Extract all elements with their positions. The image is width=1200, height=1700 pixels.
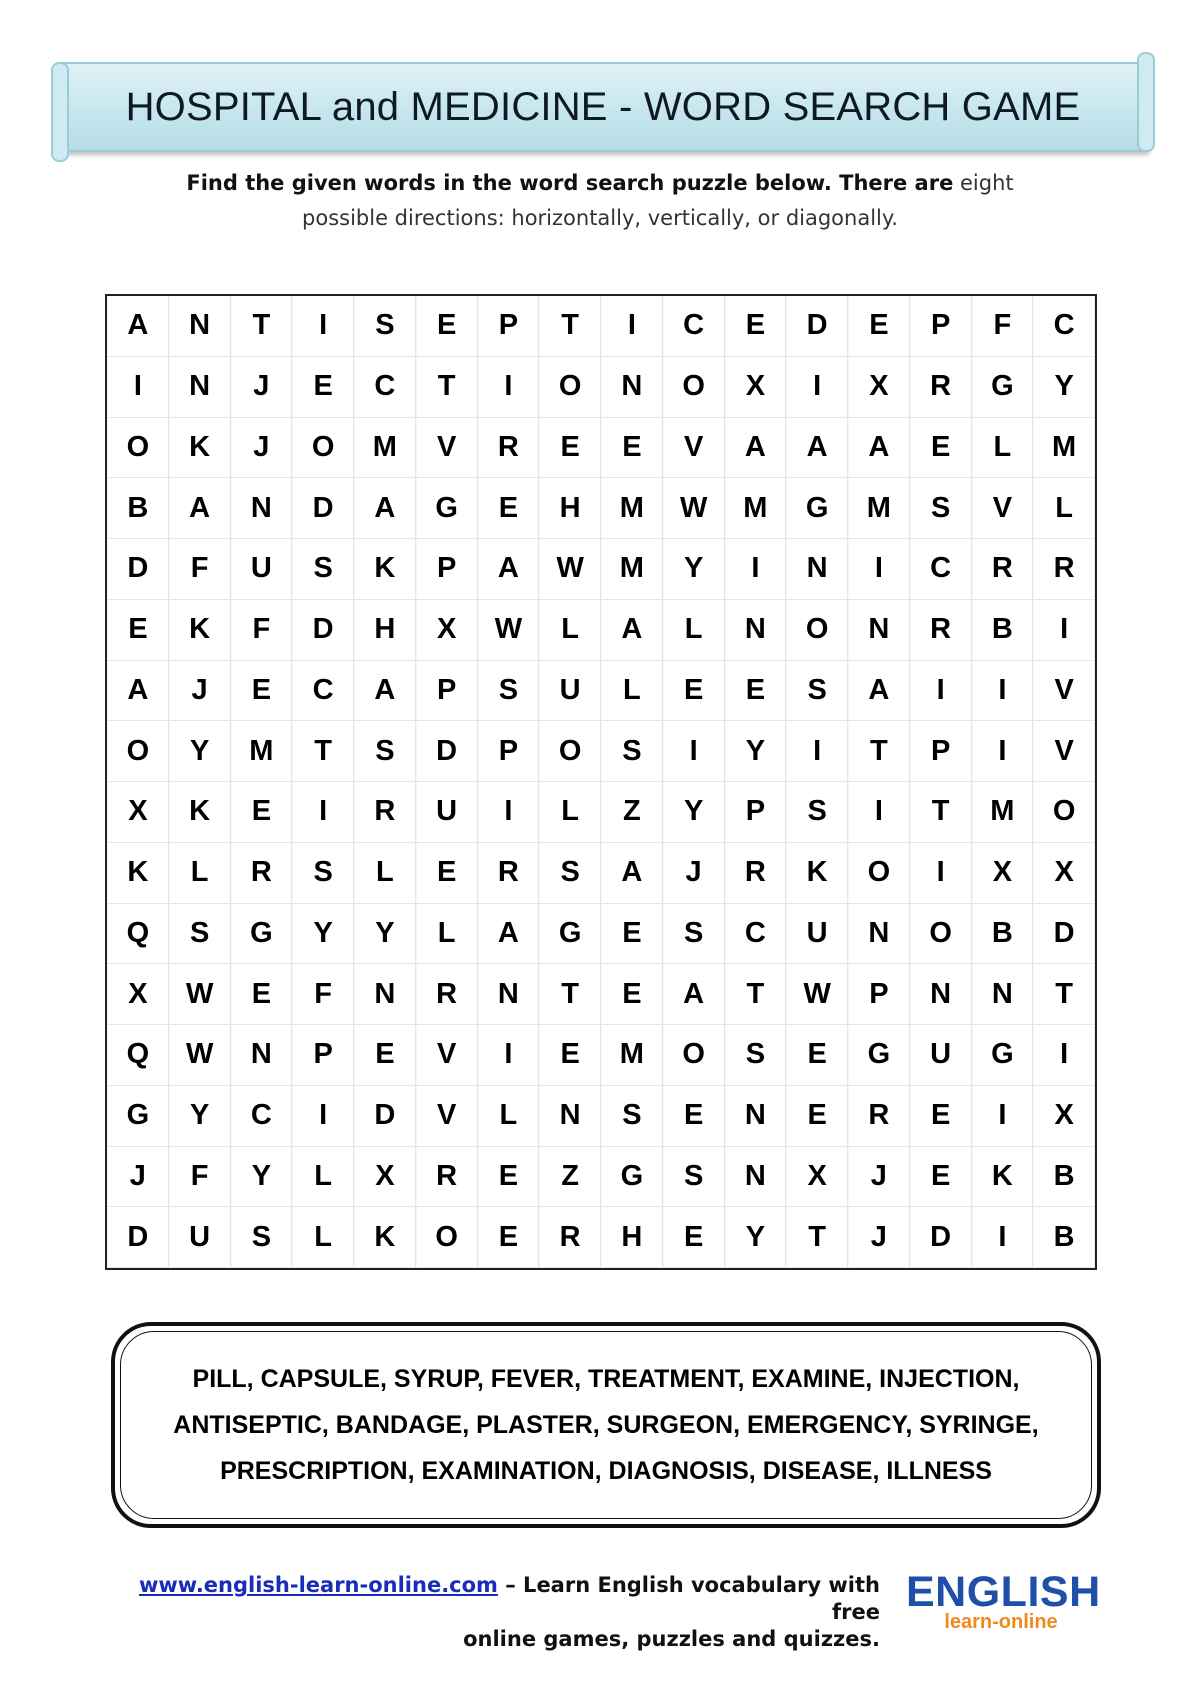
grid-cell[interactable]: I <box>910 661 972 722</box>
grid-cell[interactable]: I <box>478 782 540 843</box>
grid-cell[interactable]: J <box>231 357 293 418</box>
grid-cell[interactable]: I <box>663 721 725 782</box>
grid-cell[interactable]: G <box>231 904 293 965</box>
grid-cell[interactable]: X <box>107 964 169 1025</box>
grid-cell[interactable]: U <box>539 661 601 722</box>
grid-cell[interactable]: F <box>169 539 231 600</box>
word-list-line: PRESCRIPTION, EXAMINATION, DIAGNOSIS, DISEASE, ILLNESS <box>220 1457 992 1485</box>
grid-cell[interactable]: M <box>1033 418 1095 479</box>
grid-cell[interactable]: H <box>601 1207 663 1268</box>
grid-cell[interactable]: X <box>786 1147 848 1208</box>
grid-cell[interactable]: O <box>848 843 910 904</box>
grid-cell[interactable]: S <box>354 721 416 782</box>
grid-cell[interactable]: G <box>972 357 1034 418</box>
grid-cell[interactable]: S <box>539 843 601 904</box>
grid-cell[interactable]: O <box>107 721 169 782</box>
grid-cell[interactable]: Y <box>292 904 354 965</box>
grid-cell[interactable]: M <box>601 1025 663 1086</box>
grid-cell[interactable]: E <box>231 964 293 1025</box>
grid-cell[interactable]: F <box>231 600 293 661</box>
grid-cell[interactable]: Y <box>354 904 416 965</box>
grid-cell[interactable]: K <box>354 1207 416 1268</box>
grid-cell[interactable]: L <box>601 661 663 722</box>
grid-cell[interactable]: B <box>1033 1147 1095 1208</box>
grid-cell[interactable]: V <box>1033 721 1095 782</box>
grid-cell[interactable]: M <box>725 478 787 539</box>
grid-cell[interactable]: I <box>786 721 848 782</box>
grid-cell[interactable]: T <box>292 721 354 782</box>
grid-cell[interactable]: A <box>601 600 663 661</box>
grid-cell[interactable]: R <box>972 539 1034 600</box>
grid-cell[interactable]: C <box>663 296 725 357</box>
grid-cell[interactable]: K <box>972 1147 1034 1208</box>
grid-cell[interactable]: U <box>416 782 478 843</box>
footer-text-line2: online games, puzzles and quizzes. <box>463 1627 880 1651</box>
grid-cell[interactable]: E <box>725 661 787 722</box>
grid-cell[interactable]: I <box>1033 1025 1095 1086</box>
grid-cell[interactable]: W <box>169 1025 231 1086</box>
grid-cell[interactable]: L <box>539 782 601 843</box>
grid-cell[interactable]: I <box>478 357 540 418</box>
grid-cell[interactable]: K <box>169 782 231 843</box>
footer <box>110 1572 880 1653</box>
grid-cell[interactable]: A <box>848 661 910 722</box>
grid-cell[interactable]: E <box>910 1147 972 1208</box>
grid-cell[interactable]: S <box>354 296 416 357</box>
grid-cell[interactable]: L <box>354 843 416 904</box>
grid-cell[interactable]: M <box>354 418 416 479</box>
footer-text-line1: – Learn English vocabulary with free <box>497 1573 880 1624</box>
grid-cell[interactable]: L <box>478 1086 540 1147</box>
grid-cell[interactable]: E <box>910 418 972 479</box>
grid-cell[interactable]: B <box>972 600 1034 661</box>
grid-cell[interactable]: L <box>416 904 478 965</box>
grid-cell[interactable]: L <box>292 1207 354 1268</box>
grid-cell[interactable]: S <box>231 1207 293 1268</box>
grid-cell[interactable]: A <box>725 418 787 479</box>
grid-cell[interactable]: I <box>292 782 354 843</box>
grid-cell[interactable]: O <box>292 418 354 479</box>
grid-cell[interactable]: L <box>292 1147 354 1208</box>
grid-cell[interactable]: R <box>478 418 540 479</box>
grid-cell[interactable]: V <box>663 418 725 479</box>
grid-cell[interactable]: D <box>107 1207 169 1268</box>
grid-cell[interactable]: S <box>786 661 848 722</box>
grid-cell[interactable]: C <box>354 357 416 418</box>
grid-cell[interactable]: A <box>786 418 848 479</box>
grid-cell[interactable]: E <box>663 661 725 722</box>
title-banner <box>57 62 1149 152</box>
grid-cell[interactable]: T <box>416 357 478 418</box>
grid-cell[interactable]: I <box>601 296 663 357</box>
grid-cell[interactable]: M <box>601 478 663 539</box>
grid-cell[interactable]: I <box>292 1086 354 1147</box>
grid-cell[interactable]: Y <box>169 721 231 782</box>
grid-cell[interactable]: N <box>910 964 972 1025</box>
grid-cell[interactable]: A <box>478 539 540 600</box>
english-learn-online-logo[interactable] <box>906 1568 1101 1640</box>
grid-cell[interactable]: G <box>601 1147 663 1208</box>
grid-cell[interactable]: O <box>910 904 972 965</box>
grid-cell[interactable]: K <box>786 843 848 904</box>
grid-cell[interactable]: Q <box>107 904 169 965</box>
word-list <box>173 1356 1038 1494</box>
grid-cell[interactable]: E <box>786 1086 848 1147</box>
grid-cell[interactable]: J <box>848 1207 910 1268</box>
grid-cell[interactable]: N <box>725 600 787 661</box>
grid-cell[interactable]: E <box>910 1086 972 1147</box>
grid-cell[interactable]: I <box>972 661 1034 722</box>
grid-cell[interactable]: A <box>601 843 663 904</box>
grid-cell[interactable]: T <box>725 964 787 1025</box>
grid-cell[interactable]: N <box>231 1025 293 1086</box>
grid-cell[interactable]: R <box>539 1207 601 1268</box>
grid-cell[interactable]: I <box>786 357 848 418</box>
grid-cell[interactable]: Y <box>1033 357 1095 418</box>
grid-cell[interactable]: R <box>354 782 416 843</box>
logo-sub-text: learn-online <box>944 1611 1058 1633</box>
grid-cell[interactable]: S <box>292 539 354 600</box>
grid-cell[interactable]: W <box>786 964 848 1025</box>
grid-cell[interactable]: B <box>107 478 169 539</box>
grid-cell[interactable]: I <box>972 1086 1034 1147</box>
grid-cell[interactable]: H <box>539 478 601 539</box>
grid-cell[interactable]: N <box>478 964 540 1025</box>
grid-cell[interactable]: P <box>478 296 540 357</box>
grid-cell[interactable]: G <box>848 1025 910 1086</box>
grid-cell[interactable]: U <box>910 1025 972 1086</box>
grid-cell[interactable]: W <box>478 600 540 661</box>
grid-cell[interactable]: F <box>972 296 1034 357</box>
grid-cell[interactable]: S <box>786 782 848 843</box>
grid-cell[interactable]: E <box>416 843 478 904</box>
instructions-inline: eight <box>953 171 1014 195</box>
grid-cell[interactable]: R <box>1033 539 1095 600</box>
grid-cell[interactable]: I <box>478 1025 540 1086</box>
grid-cell[interactable]: A <box>354 478 416 539</box>
grid-cell[interactable]: P <box>292 1025 354 1086</box>
grid-cell[interactable]: A <box>169 478 231 539</box>
grid-cell[interactable]: I <box>848 539 910 600</box>
grid-cell[interactable]: O <box>107 418 169 479</box>
grid-cell[interactable]: O <box>539 357 601 418</box>
grid-cell[interactable]: R <box>231 843 293 904</box>
grid-cell[interactable]: K <box>354 539 416 600</box>
grid-cell[interactable]: N <box>354 964 416 1025</box>
grid-cell[interactable]: X <box>1033 843 1095 904</box>
grid-cell[interactable]: B <box>1033 1207 1095 1268</box>
grid-cell[interactable]: E <box>601 904 663 965</box>
grid-cell[interactable]: I <box>292 296 354 357</box>
grid-cell[interactable]: E <box>478 1147 540 1208</box>
grid-cell[interactable]: E <box>663 1207 725 1268</box>
word-list-line: PILL, CAPSULE, SYRUP, FEVER, TREATMENT, EXAMINE, INJECTION, <box>192 1365 1020 1393</box>
grid-cell[interactable]: W <box>169 964 231 1025</box>
grid-cell[interactable]: D <box>910 1207 972 1268</box>
grid-cell[interactable]: R <box>910 357 972 418</box>
grid-cell[interactable]: T <box>539 296 601 357</box>
grid-cell[interactable]: L <box>663 600 725 661</box>
grid-cell[interactable]: S <box>601 1086 663 1147</box>
grid-cell[interactable]: T <box>539 964 601 1025</box>
grid-cell[interactable]: S <box>663 904 725 965</box>
grid-cell[interactable]: V <box>416 418 478 479</box>
grid-cell[interactable]: A <box>107 661 169 722</box>
grid-cell[interactable]: Z <box>539 1147 601 1208</box>
grid-cell[interactable]: M <box>972 782 1034 843</box>
grid-cell[interactable]: E <box>354 1025 416 1086</box>
grid-cell[interactable]: S <box>910 478 972 539</box>
grid-cell[interactable]: P <box>910 721 972 782</box>
grid-cell[interactable]: Y <box>725 1207 787 1268</box>
grid-cell[interactable]: N <box>169 357 231 418</box>
grid-cell[interactable]: W <box>663 478 725 539</box>
grid-cell[interactable]: L <box>539 600 601 661</box>
grid-cell[interactable]: A <box>478 904 540 965</box>
grid-cell[interactable]: V <box>416 1086 478 1147</box>
grid-cell[interactable]: T <box>1033 964 1095 1025</box>
grid-cell[interactable]: Y <box>169 1086 231 1147</box>
grid-cell[interactable]: N <box>848 600 910 661</box>
grid-cell[interactable]: O <box>1033 782 1095 843</box>
grid-cell[interactable]: R <box>416 1147 478 1208</box>
grid-cell[interactable]: E <box>601 964 663 1025</box>
grid-cell[interactable]: P <box>848 964 910 1025</box>
grid-cell[interactable]: O <box>416 1207 478 1268</box>
grid-cell[interactable]: R <box>478 843 540 904</box>
grid-cell[interactable]: K <box>169 600 231 661</box>
grid-cell[interactable]: I <box>848 782 910 843</box>
grid-cell[interactable]: I <box>1033 600 1095 661</box>
grid-cell[interactable]: Y <box>663 539 725 600</box>
grid-cell[interactable]: B <box>972 904 1034 965</box>
grid-cell[interactable]: X <box>848 357 910 418</box>
grid-cell[interactable]: C <box>231 1086 293 1147</box>
grid-cell[interactable]: M <box>848 478 910 539</box>
grid-cell[interactable]: T <box>231 296 293 357</box>
grid-cell[interactable]: Q <box>107 1025 169 1086</box>
grid-cell[interactable]: S <box>292 843 354 904</box>
grid-cell[interactable]: C <box>1033 296 1095 357</box>
grid-cell[interactable]: O <box>663 1025 725 1086</box>
grid-cell[interactable]: C <box>292 661 354 722</box>
grid-cell[interactable]: X <box>107 782 169 843</box>
grid-cell[interactable]: G <box>107 1086 169 1147</box>
grid-cell[interactable]: S <box>663 1147 725 1208</box>
grid-cell[interactable]: E <box>292 357 354 418</box>
grid-cell[interactable]: P <box>910 296 972 357</box>
grid-cell[interactable]: E <box>416 296 478 357</box>
grid-cell[interactable]: X <box>1033 1086 1095 1147</box>
grid-cell[interactable]: G <box>786 478 848 539</box>
grid-cell[interactable]: A <box>848 418 910 479</box>
grid-cell[interactable]: R <box>910 600 972 661</box>
instructions-lead: Find the given words in the word search puzzle below. There are <box>186 171 954 195</box>
grid-cell[interactable]: D <box>292 600 354 661</box>
grid-cell[interactable]: D <box>1033 904 1095 965</box>
grid-cell[interactable]: E <box>231 782 293 843</box>
grid-cell[interactable]: E <box>663 1086 725 1147</box>
grid-cell[interactable]: O <box>786 600 848 661</box>
grid-cell[interactable]: Y <box>663 782 725 843</box>
grid-cell[interactable]: F <box>292 964 354 1025</box>
grid-cell[interactable]: P <box>416 539 478 600</box>
grid-cell[interactable]: X <box>972 843 1034 904</box>
grid-cell[interactable]: O <box>663 357 725 418</box>
grid-cell[interactable]: K <box>107 843 169 904</box>
grid-cell[interactable]: D <box>354 1086 416 1147</box>
grid-cell[interactable]: F <box>169 1147 231 1208</box>
grid-cell[interactable]: Y <box>231 1147 293 1208</box>
grid-cell[interactable]: J <box>107 1147 169 1208</box>
word-search-grid <box>105 294 1097 1270</box>
grid-cell[interactable]: G <box>539 904 601 965</box>
site-link[interactable]: www.english-learn-online.com <box>138 1573 498 1597</box>
grid-cell[interactable]: A <box>354 661 416 722</box>
grid-cell[interactable]: P <box>416 661 478 722</box>
grid-cell[interactable]: L <box>972 418 1034 479</box>
grid-cell[interactable]: T <box>786 1207 848 1268</box>
grid-cell[interactable]: Z <box>601 782 663 843</box>
grid-cell[interactable]: E <box>725 296 787 357</box>
grid-cell[interactable]: D <box>292 478 354 539</box>
grid-cell[interactable]: V <box>1033 661 1095 722</box>
grid-cell[interactable]: X <box>725 357 787 418</box>
grid-cell[interactable]: V <box>972 478 1034 539</box>
word-list-line: ANTISEPTIC, BANDAGE, PLASTER, SURGEON, EMERGENCY, SYRINGE, <box>173 1411 1039 1439</box>
grid-cell[interactable]: U <box>786 904 848 965</box>
grid-cell[interactable]: N <box>972 964 1034 1025</box>
grid-cell[interactable]: L <box>169 843 231 904</box>
grid-cell[interactable]: U <box>231 539 293 600</box>
grid-cell[interactable]: E <box>231 661 293 722</box>
grid-cell[interactable]: P <box>478 721 540 782</box>
grid-cell[interactable]: T <box>848 721 910 782</box>
grid-cell[interactable]: E <box>786 1025 848 1086</box>
grid-cell[interactable]: T <box>910 782 972 843</box>
grid-cell[interactable]: N <box>725 1086 787 1147</box>
grid-cell[interactable]: R <box>848 1086 910 1147</box>
grid-cell[interactable]: N <box>601 357 663 418</box>
grid-cell[interactable]: E <box>478 1207 540 1268</box>
grid-cell[interactable]: N <box>539 1086 601 1147</box>
grid-cell[interactable]: N <box>786 539 848 600</box>
grid-cell[interactable]: D <box>786 296 848 357</box>
grid-cell[interactable]: N <box>169 296 231 357</box>
grid-cell[interactable]: I <box>910 843 972 904</box>
grid-cell[interactable]: E <box>539 1025 601 1086</box>
word-list-box <box>111 1322 1101 1528</box>
instructions-rest: possible directions: horizontally, vertically, or diagonally. <box>302 206 898 230</box>
grid-cell[interactable]: U <box>169 1207 231 1268</box>
grid-cell[interactable]: I <box>725 539 787 600</box>
grid-cell[interactable]: D <box>416 721 478 782</box>
grid-cell[interactable]: R <box>725 843 787 904</box>
grid-cell[interactable]: H <box>354 600 416 661</box>
grid-cell[interactable]: X <box>354 1147 416 1208</box>
grid-cell[interactable]: I <box>972 721 1034 782</box>
grid-cell[interactable]: M <box>231 721 293 782</box>
grid-cell[interactable]: S <box>601 721 663 782</box>
grid-cell[interactable]: P <box>725 782 787 843</box>
grid-cell[interactable]: J <box>231 418 293 479</box>
grid-cell[interactable]: N <box>231 478 293 539</box>
grid-cell[interactable]: N <box>848 904 910 965</box>
grid-cell[interactable]: O <box>539 721 601 782</box>
grid-cell[interactable]: E <box>478 478 540 539</box>
grid-cell[interactable]: J <box>848 1147 910 1208</box>
instructions <box>140 166 1060 236</box>
grid-cell[interactable]: L <box>1033 478 1095 539</box>
grid-cell[interactable]: S <box>725 1025 787 1086</box>
grid-cell[interactable]: C <box>910 539 972 600</box>
grid-cell[interactable]: E <box>601 418 663 479</box>
grid-cell[interactable]: S <box>169 904 231 965</box>
grid-cell[interactable]: X <box>416 600 478 661</box>
grid-cell[interactable]: M <box>601 539 663 600</box>
grid-cell[interactable]: G <box>972 1025 1034 1086</box>
grid-cell[interactable]: J <box>663 843 725 904</box>
logo-main-text: ENGLISH <box>906 1568 1101 1616</box>
grid-cell[interactable]: E <box>539 418 601 479</box>
grid-cell[interactable]: A <box>663 964 725 1025</box>
grid-cell[interactable]: A <box>107 296 169 357</box>
grid-cell[interactable]: R <box>416 964 478 1025</box>
grid-cell[interactable]: G <box>416 478 478 539</box>
grid-cell[interactable]: Y <box>725 721 787 782</box>
grid-cell[interactable]: K <box>169 418 231 479</box>
grid-cell[interactable]: E <box>107 600 169 661</box>
grid-cell[interactable]: C <box>725 904 787 965</box>
grid-cell[interactable]: W <box>539 539 601 600</box>
grid-cell[interactable]: E <box>848 296 910 357</box>
grid-cell[interactable]: J <box>169 661 231 722</box>
grid-cell[interactable]: V <box>416 1025 478 1086</box>
grid-cell[interactable]: N <box>725 1147 787 1208</box>
page-title: HOSPITAL and MEDICINE - WORD SEARCH GAME <box>125 84 1081 129</box>
grid-cell[interactable]: S <box>478 661 540 722</box>
grid-cell[interactable]: I <box>107 357 169 418</box>
grid-cell[interactable]: D <box>107 539 169 600</box>
grid-cell[interactable]: I <box>972 1207 1034 1268</box>
